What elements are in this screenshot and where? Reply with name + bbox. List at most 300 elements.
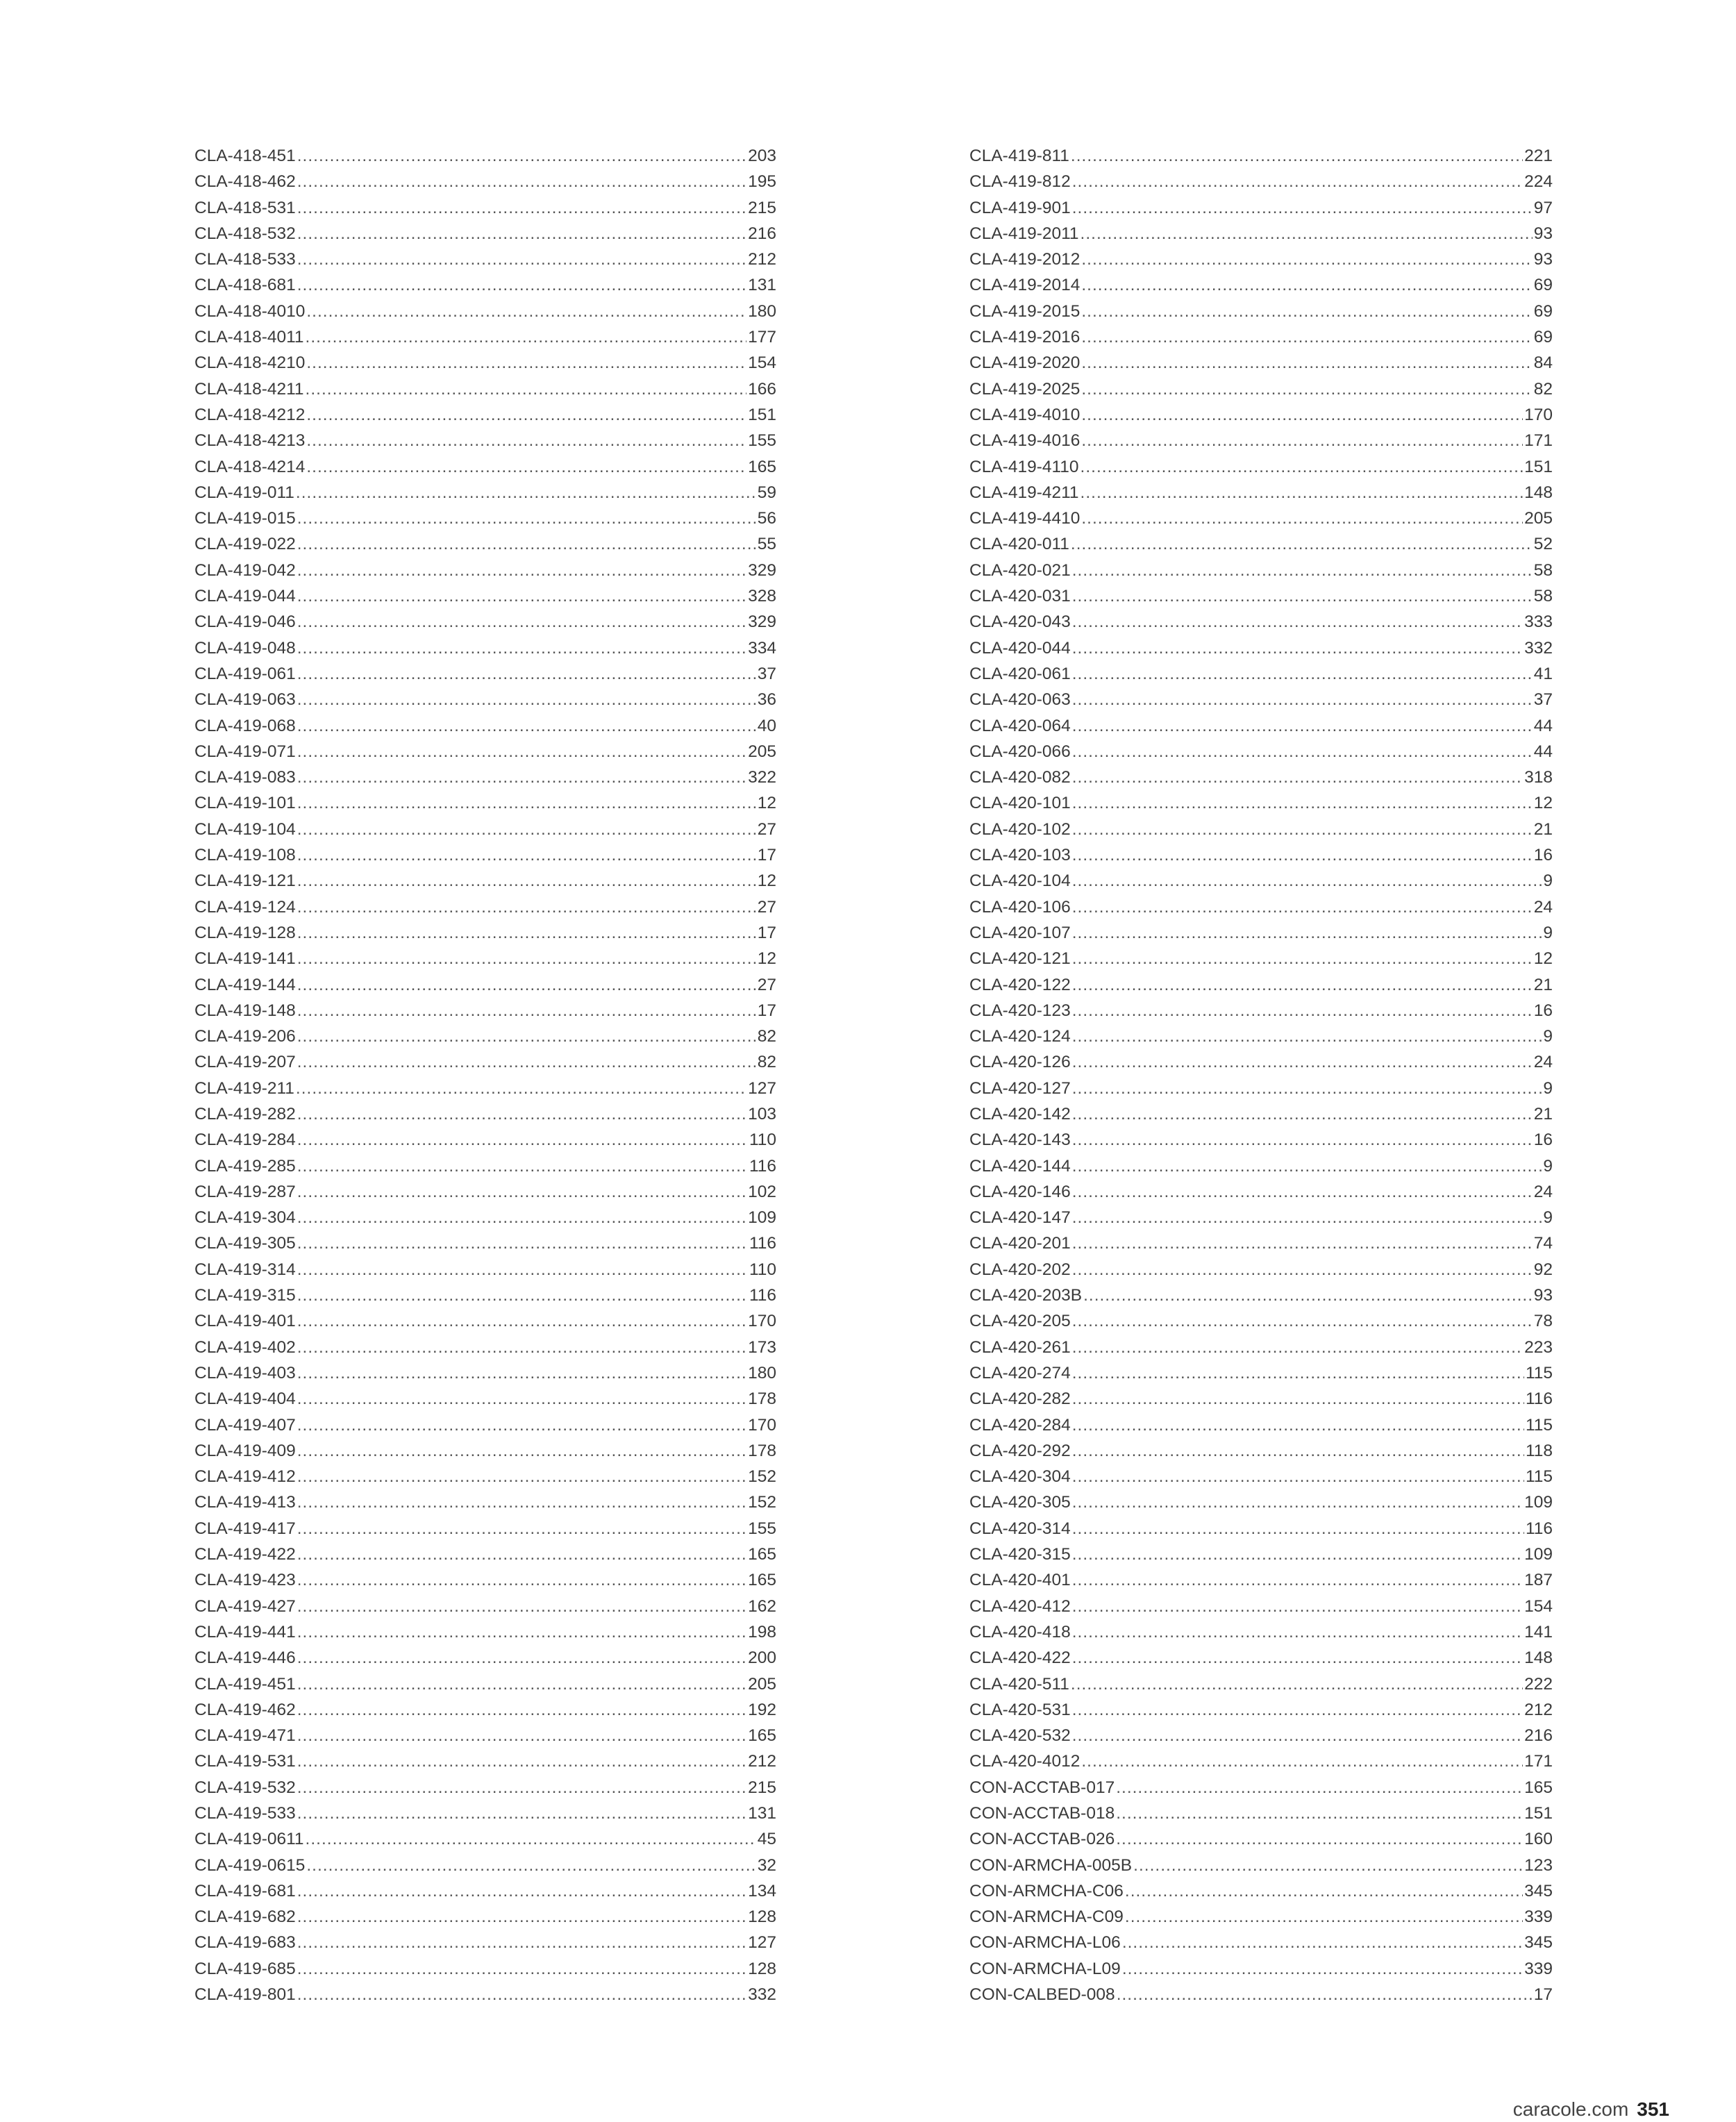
item-code: CLA-419-2012	[969, 250, 1080, 269]
index-entry	[194, 247, 776, 272]
index-entry	[194, 1645, 776, 1671]
item-code: CLA-419-2016	[969, 328, 1080, 347]
item-code: CON-ARMCHA-L09	[969, 1959, 1121, 1978]
item-code: CLA-420-532	[969, 1726, 1071, 1746]
page-reference: 115	[1525, 1415, 1553, 1435]
page-reference: 154	[1524, 1596, 1553, 1616]
page-reference: 116	[1525, 1389, 1553, 1409]
item-code: CLA-418-681	[194, 276, 296, 295]
index-entry	[969, 1386, 1553, 1412]
item-code: CLA-419-412	[194, 1467, 296, 1487]
page-reference: 165	[748, 1726, 776, 1746]
item-code: CLA-420-282	[969, 1389, 1071, 1409]
item-code: CLA-419-413	[194, 1493, 296, 1512]
item-code: CLA-420-203B	[969, 1286, 1083, 1305]
page-reference: 216	[748, 224, 776, 243]
dot-leader	[297, 1179, 746, 1205]
index-entry	[194, 972, 776, 998]
item-code: CLA-419-011	[194, 483, 294, 502]
index-entry	[194, 1567, 776, 1593]
item-code: CLA-418-462	[194, 172, 296, 192]
dot-leader	[1122, 1930, 1523, 1955]
page-reference: 134	[748, 1881, 776, 1900]
item-code: CLA-420-142	[969, 1104, 1071, 1123]
page-reference: 332	[748, 1985, 776, 2005]
item-code: CLA-420-122	[969, 975, 1071, 994]
dot-leader	[1072, 1489, 1523, 1515]
index-entry	[194, 609, 776, 635]
dot-leader	[1072, 1412, 1524, 1438]
dot-leader	[1081, 506, 1523, 531]
page-reference: 215	[748, 198, 776, 217]
page-reference: 224	[1524, 172, 1553, 192]
dot-leader	[297, 1257, 748, 1283]
index-entry	[969, 1489, 1553, 1515]
index-entry	[969, 1671, 1553, 1697]
item-code: CLA-420-422	[969, 1648, 1071, 1668]
item-code: CLA-420-123	[969, 1001, 1071, 1020]
item-code: CLA-418-532	[194, 224, 296, 243]
index-entry	[969, 195, 1553, 221]
dot-leader	[1081, 272, 1532, 298]
page-reference: 17	[757, 923, 776, 942]
index-entry	[194, 1982, 776, 2007]
page-reference: 9	[1543, 1156, 1553, 1176]
page-reference: 345	[1524, 1933, 1553, 1953]
index-entry	[194, 687, 776, 712]
dot-leader	[297, 1904, 746, 1930]
item-code: CON-ARMCHA-L06	[969, 1933, 1121, 1953]
index-entry	[969, 1930, 1553, 1955]
dot-leader	[306, 1853, 756, 1878]
page-reference: 58	[1533, 587, 1553, 606]
index-entry	[194, 480, 776, 506]
item-code: CLA-420-061	[969, 664, 1071, 683]
index-entry	[969, 583, 1553, 609]
page-reference: 215	[748, 1778, 776, 1797]
item-code: CLA-419-048	[194, 638, 296, 658]
page-reference: 93	[1533, 250, 1553, 269]
index-entry	[194, 1308, 776, 1334]
index-entry	[194, 143, 776, 169]
item-code: CLA-420-143	[969, 1130, 1071, 1150]
index-column-right	[969, 143, 1553, 2007]
item-code: CLA-419-446	[194, 1648, 296, 1668]
dot-leader	[1072, 1567, 1523, 1593]
page-reference: 118	[1525, 1441, 1553, 1460]
item-code: CLA-420-531	[969, 1700, 1071, 1719]
dot-leader	[1072, 1464, 1524, 1489]
index-entry	[969, 350, 1553, 376]
item-code: CLA-419-206	[194, 1027, 296, 1046]
item-code: CLA-419-2014	[969, 276, 1080, 295]
page-reference: 45	[757, 1830, 776, 1849]
index-entry	[194, 350, 776, 376]
page-reference: 27	[757, 975, 776, 994]
item-code: CLA-419-101	[194, 794, 296, 813]
item-code: CLA-419-042	[194, 560, 296, 580]
page-reference: 110	[749, 1260, 776, 1279]
dot-leader	[1072, 1516, 1524, 1542]
page-reference: 9	[1543, 1027, 1553, 1046]
item-code: CLA-419-068	[194, 716, 296, 735]
page-reference: 322	[748, 768, 776, 787]
index-entry	[969, 480, 1553, 506]
footer-website: caracole.com	[1512, 2098, 1629, 2120]
item-code: CLA-419-315	[194, 1286, 296, 1305]
item-code: CLA-418-4214	[194, 457, 306, 476]
page-reference: 93	[1533, 1286, 1553, 1305]
item-code: CON-ARMCHA-005B	[969, 1855, 1133, 1875]
index-entry	[969, 1594, 1553, 1619]
dot-leader	[1072, 558, 1533, 583]
index-entry	[969, 1179, 1553, 1205]
page-reference: 52	[1533, 535, 1553, 554]
dot-leader	[297, 506, 756, 531]
page-reference: 116	[749, 1234, 776, 1253]
item-code: CLA-420-418	[969, 1622, 1071, 1641]
dot-leader	[297, 272, 746, 298]
page-reference: 116	[749, 1156, 776, 1176]
item-code: CLA-419-811	[969, 147, 1069, 165]
item-code: CLA-419-061	[194, 664, 296, 683]
dot-leader	[306, 402, 746, 428]
dot-leader	[297, 1567, 746, 1593]
index-entry	[969, 1438, 1553, 1464]
item-code: CLA-420-064	[969, 716, 1071, 735]
dot-leader	[1117, 1982, 1533, 2007]
item-code: CLA-419-683	[194, 1933, 296, 1953]
dot-leader	[297, 1464, 746, 1489]
index-entry	[194, 1826, 776, 1852]
item-code: CLA-420-102	[969, 819, 1071, 839]
index-entry	[969, 428, 1553, 453]
item-code: CLA-419-287	[194, 1182, 296, 1201]
dot-leader	[297, 1127, 748, 1153]
dot-leader	[1081, 376, 1532, 402]
page-reference: 17	[757, 846, 776, 865]
dot-leader	[1072, 1101, 1533, 1127]
dot-leader	[1072, 1153, 1542, 1179]
dot-leader	[296, 480, 756, 506]
index-entry	[969, 817, 1553, 842]
dot-leader	[297, 1697, 746, 1723]
item-code: CLA-419-404	[194, 1389, 296, 1409]
page-reference: 9	[1543, 871, 1553, 891]
dot-leader	[1072, 765, 1523, 790]
page-reference: 115	[1525, 1363, 1553, 1382]
dot-leader	[297, 661, 756, 687]
index-entry	[194, 583, 776, 609]
item-code: CLA-419-063	[194, 690, 296, 710]
dot-leader	[1072, 1230, 1533, 1256]
page-reference: 69	[1533, 301, 1553, 321]
page-reference: 221	[1524, 147, 1553, 165]
page-footer	[1513, 2098, 1669, 2121]
page-reference: 223	[1524, 1337, 1553, 1357]
dot-leader	[297, 1878, 746, 1904]
index-entry	[194, 1230, 776, 1256]
index-entry	[194, 1386, 776, 1412]
index-entry	[194, 1697, 776, 1723]
page-reference: 154	[748, 353, 776, 373]
item-code: CLA-419-401	[194, 1312, 296, 1331]
index-entry	[969, 247, 1553, 272]
dot-leader	[1072, 635, 1523, 661]
item-code: CLA-419-282	[194, 1104, 296, 1123]
item-code: CLA-420-107	[969, 923, 1071, 942]
index-entry	[194, 1723, 776, 1748]
page-reference: 151	[748, 405, 776, 424]
page-reference: 109	[748, 1208, 776, 1228]
page-reference: 55	[757, 535, 776, 554]
dot-leader	[1072, 661, 1533, 687]
dot-leader	[297, 1386, 746, 1412]
dot-leader	[1072, 790, 1533, 816]
index-entry	[969, 739, 1553, 765]
item-code: CLA-419-141	[194, 949, 296, 969]
item-code: CLA-420-021	[969, 560, 1071, 580]
page-reference: 212	[1524, 1700, 1553, 1719]
index-entry	[969, 687, 1553, 712]
index-entry	[194, 299, 776, 324]
item-code: CLA-420-511	[969, 1674, 1069, 1694]
dot-leader	[297, 1542, 746, 1567]
item-code: CLA-419-304	[194, 1208, 296, 1228]
dot-leader	[297, 583, 746, 609]
dot-leader	[297, 1308, 746, 1334]
page-reference: 170	[748, 1415, 776, 1435]
dot-leader	[297, 1748, 746, 1774]
item-code: CON-ACCTAB-017	[969, 1778, 1115, 1797]
index-entry	[969, 1257, 1553, 1283]
dot-leader	[297, 635, 746, 661]
item-code: CLA-420-314	[969, 1519, 1071, 1538]
dot-leader	[306, 350, 746, 376]
page-reference: 27	[757, 819, 776, 839]
item-code: CLA-420-305	[969, 1493, 1071, 1512]
index-entry	[969, 1076, 1553, 1101]
dot-leader	[1072, 739, 1533, 765]
dot-leader	[1122, 1956, 1523, 1982]
index-entry	[194, 661, 776, 687]
index-entry	[969, 842, 1553, 868]
index-entry	[194, 195, 776, 221]
page-reference: 128	[748, 1959, 776, 1978]
page-reference: 339	[1524, 1959, 1553, 1978]
item-code: CLA-420-103	[969, 846, 1071, 865]
index-entry	[969, 713, 1553, 739]
index-entry	[194, 1878, 776, 1904]
page-reference: 195	[748, 172, 776, 192]
index-entry	[969, 1619, 1553, 1645]
page-reference: 116	[1525, 1519, 1553, 1538]
index-entry	[194, 1101, 776, 1127]
index-entry	[194, 1671, 776, 1697]
item-code: CLA-420-082	[969, 768, 1071, 787]
item-code: CLA-419-124	[194, 897, 296, 917]
item-code: CLA-419-2025	[969, 379, 1080, 399]
item-code: CLA-419-441	[194, 1622, 296, 1641]
item-code: CLA-419-2015	[969, 301, 1080, 321]
index-entry	[969, 661, 1553, 687]
item-code: CLA-419-4016	[969, 431, 1080, 451]
page-reference: 109	[1524, 1545, 1553, 1564]
page-reference: 148	[1524, 1648, 1553, 1668]
dot-leader	[306, 1826, 756, 1852]
dot-leader	[1083, 1283, 1533, 1308]
index-entry	[194, 713, 776, 739]
index-entry	[969, 221, 1553, 247]
dot-leader	[1072, 817, 1533, 842]
index-entry	[969, 169, 1553, 194]
index-entry	[969, 531, 1553, 557]
index-entry	[969, 143, 1553, 169]
page-reference: 116	[749, 1286, 776, 1305]
page-reference: 59	[757, 483, 776, 502]
item-code: CLA-420-4012	[969, 1752, 1080, 1771]
item-code: CLA-419-403	[194, 1363, 296, 1382]
dot-leader	[297, 1956, 746, 1982]
dot-leader	[1072, 946, 1533, 971]
item-code: CLA-419-314	[194, 1260, 296, 1279]
item-code: CON-ACCTAB-026	[969, 1830, 1115, 1849]
item-code: CLA-419-121	[194, 871, 296, 891]
index-entry	[969, 1723, 1553, 1748]
item-code: CLA-420-201	[969, 1234, 1071, 1253]
item-code: CLA-420-261	[969, 1337, 1071, 1357]
page-reference: 109	[1524, 1493, 1553, 1512]
page-reference: 84	[1533, 353, 1553, 373]
item-code: CLA-420-104	[969, 871, 1071, 891]
page-reference: 131	[748, 276, 776, 295]
index-entry	[969, 1982, 1553, 2007]
page-reference: 16	[1533, 1130, 1553, 1150]
page-reference: 58	[1533, 560, 1553, 580]
dot-leader	[1072, 894, 1533, 920]
page-reference: 110	[749, 1130, 776, 1150]
page-reference: 24	[1533, 1182, 1553, 1201]
page-reference: 165	[748, 1571, 776, 1590]
page-reference: 178	[748, 1441, 776, 1460]
index-entry	[969, 920, 1553, 946]
item-code: CLA-419-531	[194, 1752, 296, 1771]
page-reference: 9	[1543, 1078, 1553, 1098]
index-entry	[194, 1801, 776, 1826]
item-code: CLA-420-066	[969, 742, 1071, 761]
item-code: CLA-419-128	[194, 923, 296, 942]
page-reference: 180	[748, 1363, 776, 1382]
page-reference: 24	[1533, 1053, 1553, 1072]
item-code: CLA-419-108	[194, 846, 296, 865]
index-entry	[969, 1904, 1553, 1930]
index-entry	[969, 1049, 1553, 1075]
dot-leader	[297, 1283, 748, 1308]
page-reference: 171	[1524, 431, 1553, 451]
page-reference: 17	[757, 1001, 776, 1020]
page-reference: 318	[1524, 768, 1553, 787]
dot-leader	[1072, 1335, 1523, 1360]
item-code: CLA-420-315	[969, 1545, 1071, 1564]
dot-leader	[297, 998, 756, 1024]
page-reference: 141	[1524, 1622, 1553, 1641]
item-code: CLA-420-124	[969, 1027, 1071, 1046]
item-code: CLA-418-533	[194, 250, 296, 269]
page-reference: 165	[748, 457, 776, 476]
index-entry	[969, 609, 1553, 635]
item-code: CLA-418-531	[194, 198, 296, 217]
page-reference: 56	[757, 509, 776, 528]
dot-leader	[1072, 1127, 1533, 1153]
index-entry	[194, 1076, 776, 1101]
dot-leader	[1116, 1801, 1523, 1826]
index-entry	[194, 1283, 776, 1308]
page-reference: 24	[1533, 897, 1553, 917]
index-entry	[194, 1748, 776, 1774]
dot-leader	[1071, 1671, 1523, 1697]
item-code: CLA-420-126	[969, 1053, 1071, 1072]
item-code: CLA-420-106	[969, 897, 1071, 917]
item-code: CLA-419-681	[194, 1881, 296, 1900]
item-code: CLA-420-202	[969, 1260, 1071, 1279]
page-reference: 171	[1524, 1752, 1553, 1771]
page-reference: 93	[1533, 224, 1553, 243]
dot-leader	[1116, 1826, 1523, 1852]
item-code: CLA-418-4210	[194, 353, 306, 373]
index-entry	[194, 1360, 776, 1386]
item-code: CLA-419-801	[194, 1985, 296, 2005]
page-reference: 17	[1533, 1985, 1553, 2005]
index-entry	[969, 1748, 1553, 1774]
page-reference: 82	[757, 1027, 776, 1046]
index-entry	[969, 635, 1553, 661]
index-entry	[194, 1516, 776, 1542]
item-code: CLA-419-451	[194, 1674, 296, 1694]
item-code: CLA-420-101	[969, 794, 1071, 813]
dot-leader	[1125, 1878, 1523, 1904]
page-reference: 82	[757, 1053, 776, 1072]
page-reference: 16	[1533, 846, 1553, 865]
index-entry	[969, 1775, 1553, 1801]
item-code: CLA-419-022	[194, 535, 296, 554]
item-code: CLA-419-2020	[969, 353, 1080, 373]
index-entry	[969, 1308, 1553, 1334]
page-reference: 128	[748, 1907, 776, 1927]
dot-leader	[1072, 609, 1523, 635]
index-entry	[969, 1153, 1553, 1179]
item-code: CLA-418-4213	[194, 431, 306, 451]
dot-leader	[1081, 299, 1532, 324]
page-reference: 203	[748, 147, 776, 165]
index-entry	[194, 894, 776, 920]
page-reference: 339	[1524, 1907, 1553, 1927]
item-code: CLA-419-417	[194, 1519, 296, 1538]
dot-leader	[297, 247, 746, 272]
dot-leader	[1072, 1723, 1523, 1748]
item-code: CLA-420-284	[969, 1415, 1071, 1435]
item-code: CLA-420-146	[969, 1182, 1071, 1201]
dot-leader	[1081, 428, 1523, 453]
item-code: CLA-420-044	[969, 638, 1071, 658]
dot-leader	[297, 1645, 746, 1671]
dot-leader	[1072, 1257, 1533, 1283]
dot-leader	[297, 1230, 748, 1256]
index-entry	[194, 1930, 776, 1955]
index-entry	[194, 454, 776, 480]
index-entry	[194, 169, 776, 194]
index-entry	[969, 1826, 1553, 1852]
dot-leader	[297, 1101, 746, 1127]
